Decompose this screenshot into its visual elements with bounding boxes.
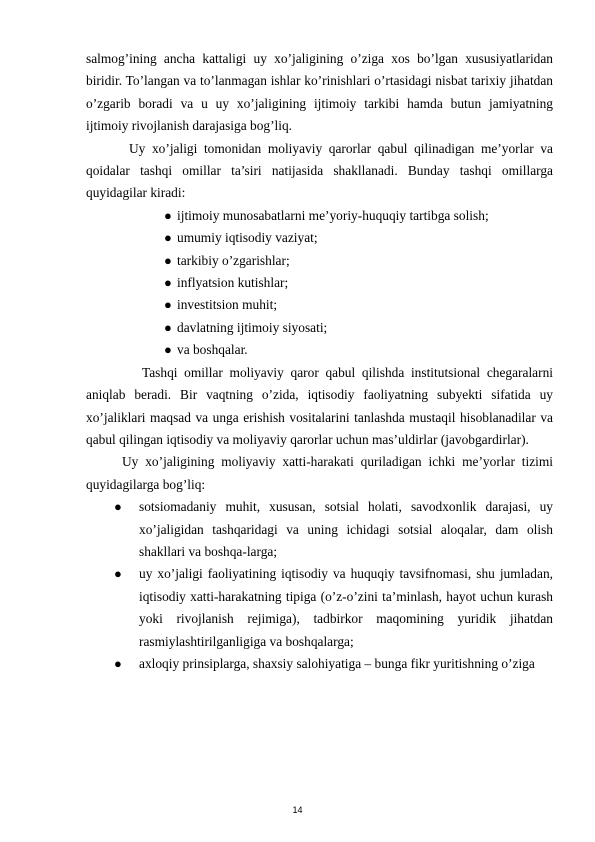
list-item: ● axloqiy prinsiplarga, shaxsiy salohiyatiga – bunga fikr yuritishning o’ziga [114,653,553,675]
page-content [86,48,553,675]
bullet-icon: ● [114,566,122,582]
list-item: ● va boshqalar. [164,339,553,361]
list-item: ● investitsion muhit; [164,294,553,316]
bullet-icon: ● [164,319,172,335]
paragraph-institutional-limits: Tashqi omillar moliyaviy qaror qabul qilishda institutsional chegaralarni aniqlab beradi. Bir vaqtning o’zida, iqtisodiy faoliyatning subyekti sifatida uy xo’jaliklari maqsad va unga erishish vositalarini tanlashda mustaqil hisoblanadilar va qabul qilingan iqtisodiy va moliyaviy qarorlar uchun mas’uldirlar (javobgardirlar). [86,364,553,447]
paragraph-external-factors-intro: Uy xo’jaligi tomonidan moliyaviy qarorlar qabul qilinadigan me’yorlar va qoidalar tashqi omillar ta’siri natijasida shakllanadi. Bunday tashqi omillarga quyidagilar kiradi: [86,140,553,201]
internal-factors-list [86,496,553,675]
paragraph-internal-norms-intro: Uy xo’jaligining moliyaviy xatti-harakati quriladigan ichki me’yorlar tizimi quyidagilarga bog’liq: [86,454,553,492]
bullet-icon: ● [164,207,172,223]
bullet-icon: ● [164,275,172,291]
list-item: ● davlatning ijtimoiy siyosati; [164,317,553,339]
bullet-icon: ● [164,252,172,268]
paragraph-household-labor: salmog’ining ancha kattaligi uy xo’jaligining o’ziga xos bo’lgan xususiyatlaridan biridir. To’langan va to’lanmagan ishlar ko’rinishlari o’rtasidagi nisbat tarixiy jihatdan o’zgarib boradi va u uy xo’jaligining ijtimoiy tarkibi hamda butun jamiyatning ijtimoiy rivojlanish darajasiga bog’liq. [86,51,553,134]
bullet-icon: ● [114,499,122,515]
bullet-icon: ● [164,230,172,246]
list-item: ● umumiy iqtisodiy vaziyat; [164,227,553,249]
list-item: ● tarkibiy o’zgarishlar; [164,250,553,272]
page-number: 14 [292,805,303,815]
bullet-icon: ● [164,297,172,313]
list-item: ● inflyatsion kutishlar; [164,272,553,294]
list-item: ● sotsiomadaniy muhit, xususan, sotsial holati, savodxonlik darajasi, uy xo’jaligidan tashqaridagi va uning ichidagi sotsial aloqalar, dam olish shakllari va boshqa-larga; [114,496,553,563]
list-item: ● uy xo’jaligi faoliyatining iqtisodiy va huquqiy tavsifnomasi, shu jumladan, iqtisodiy xatti-harakatning tipiga (o’z-o’zini ta’minlash, hayot uchun kurash yoki rivojlanish rejimiga), tadbirkor maqomining yuridik jihatdan rasmiylashtirilganligiga va boshqalarga; [114,563,553,653]
list-item: ● ijtimoiy munosabatlarni me’yoriy-huquqiy tartibga solish; [164,205,553,227]
bullet-icon: ● [114,655,122,671]
bullet-icon: ● [164,342,172,358]
external-factors-list [86,205,553,362]
